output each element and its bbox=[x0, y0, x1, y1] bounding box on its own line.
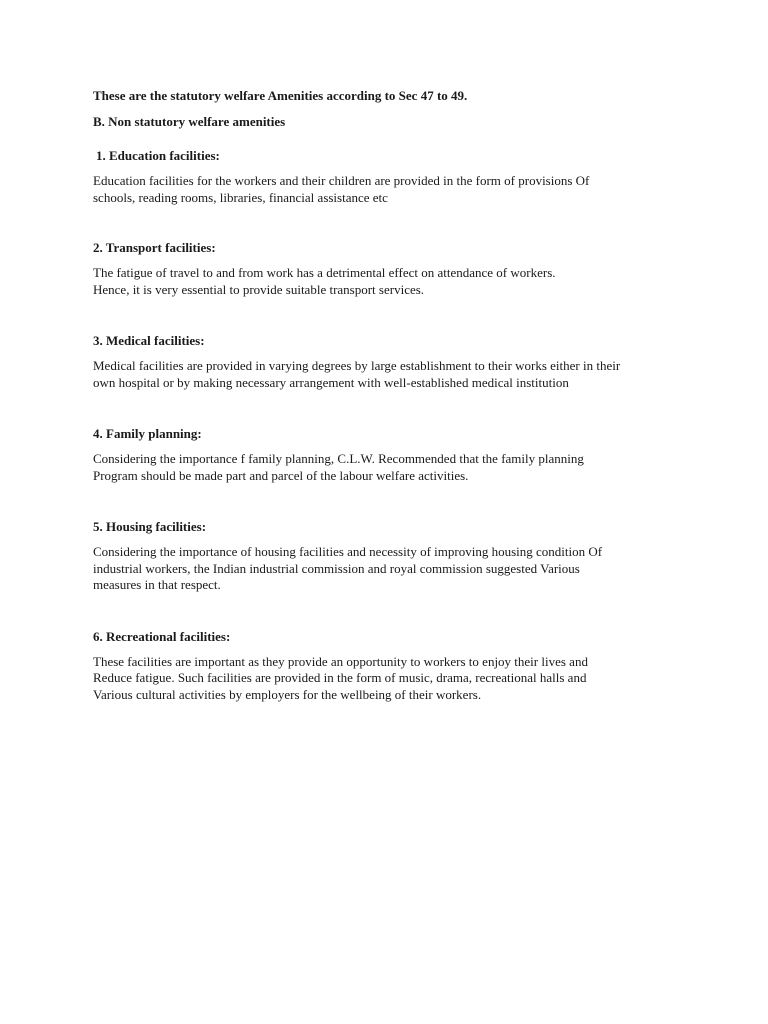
section-title: 6. Recreational facilities: bbox=[93, 628, 231, 644]
section-body: Considering the importance of housing facilities and necessity of improving housing condition Of industrial workers, the Indian industrial commission and royal commission suggested Various measures in that respect. bbox=[93, 544, 603, 592]
section-housing bbox=[93, 518, 683, 594]
section-body: Medical facilities are provided in varying degrees by large establishment to their works either in their own hospital or by making necessary arrangement with well-established medical institution bbox=[93, 358, 621, 390]
section-transport bbox=[93, 239, 683, 298]
section-body: These facilities are important as they provide an opportunity to workers to enjoy their lives and Reduce fatigue. Such facilities are provided in the form of music, drama, recreational halls and Various cultural activities by employers for the wellbeing of their workers. bbox=[93, 653, 588, 702]
section-title: 3. Medical facilities: bbox=[93, 333, 205, 348]
section-body: The fatigue of travel to and from work has a detrimental effect on attendance of workers. Hence, it is very essential to provide suitable transport services. bbox=[93, 265, 556, 297]
section-title: 4. Family planning: bbox=[93, 426, 202, 441]
section-body: Education facilities for the workers and their children are provided in the form of provisions Of schools, reading rooms, libraries, financial assistance etc bbox=[93, 173, 590, 205]
section-subtitle: B. Non statutory welfare amenities bbox=[93, 114, 286, 129]
intro-line: These are the statutory welfare Amenities according to Sec 47 to 49. bbox=[93, 88, 468, 103]
section-title: 1. Education facilities: bbox=[96, 148, 220, 163]
section-recreational bbox=[93, 628, 683, 704]
section-title: 2. Transport facilities: bbox=[93, 240, 216, 255]
section-medical bbox=[93, 332, 683, 391]
section-family-planning bbox=[93, 425, 683, 484]
section-education bbox=[93, 147, 683, 206]
document-content bbox=[93, 87, 683, 703]
section-title: 5. Housing facilities: bbox=[93, 519, 207, 534]
section-body: Considering the importance f family planning, C.L.W. Recommended that the family planning Program should be made part and parcel of the labour welfare activities. bbox=[93, 451, 584, 483]
